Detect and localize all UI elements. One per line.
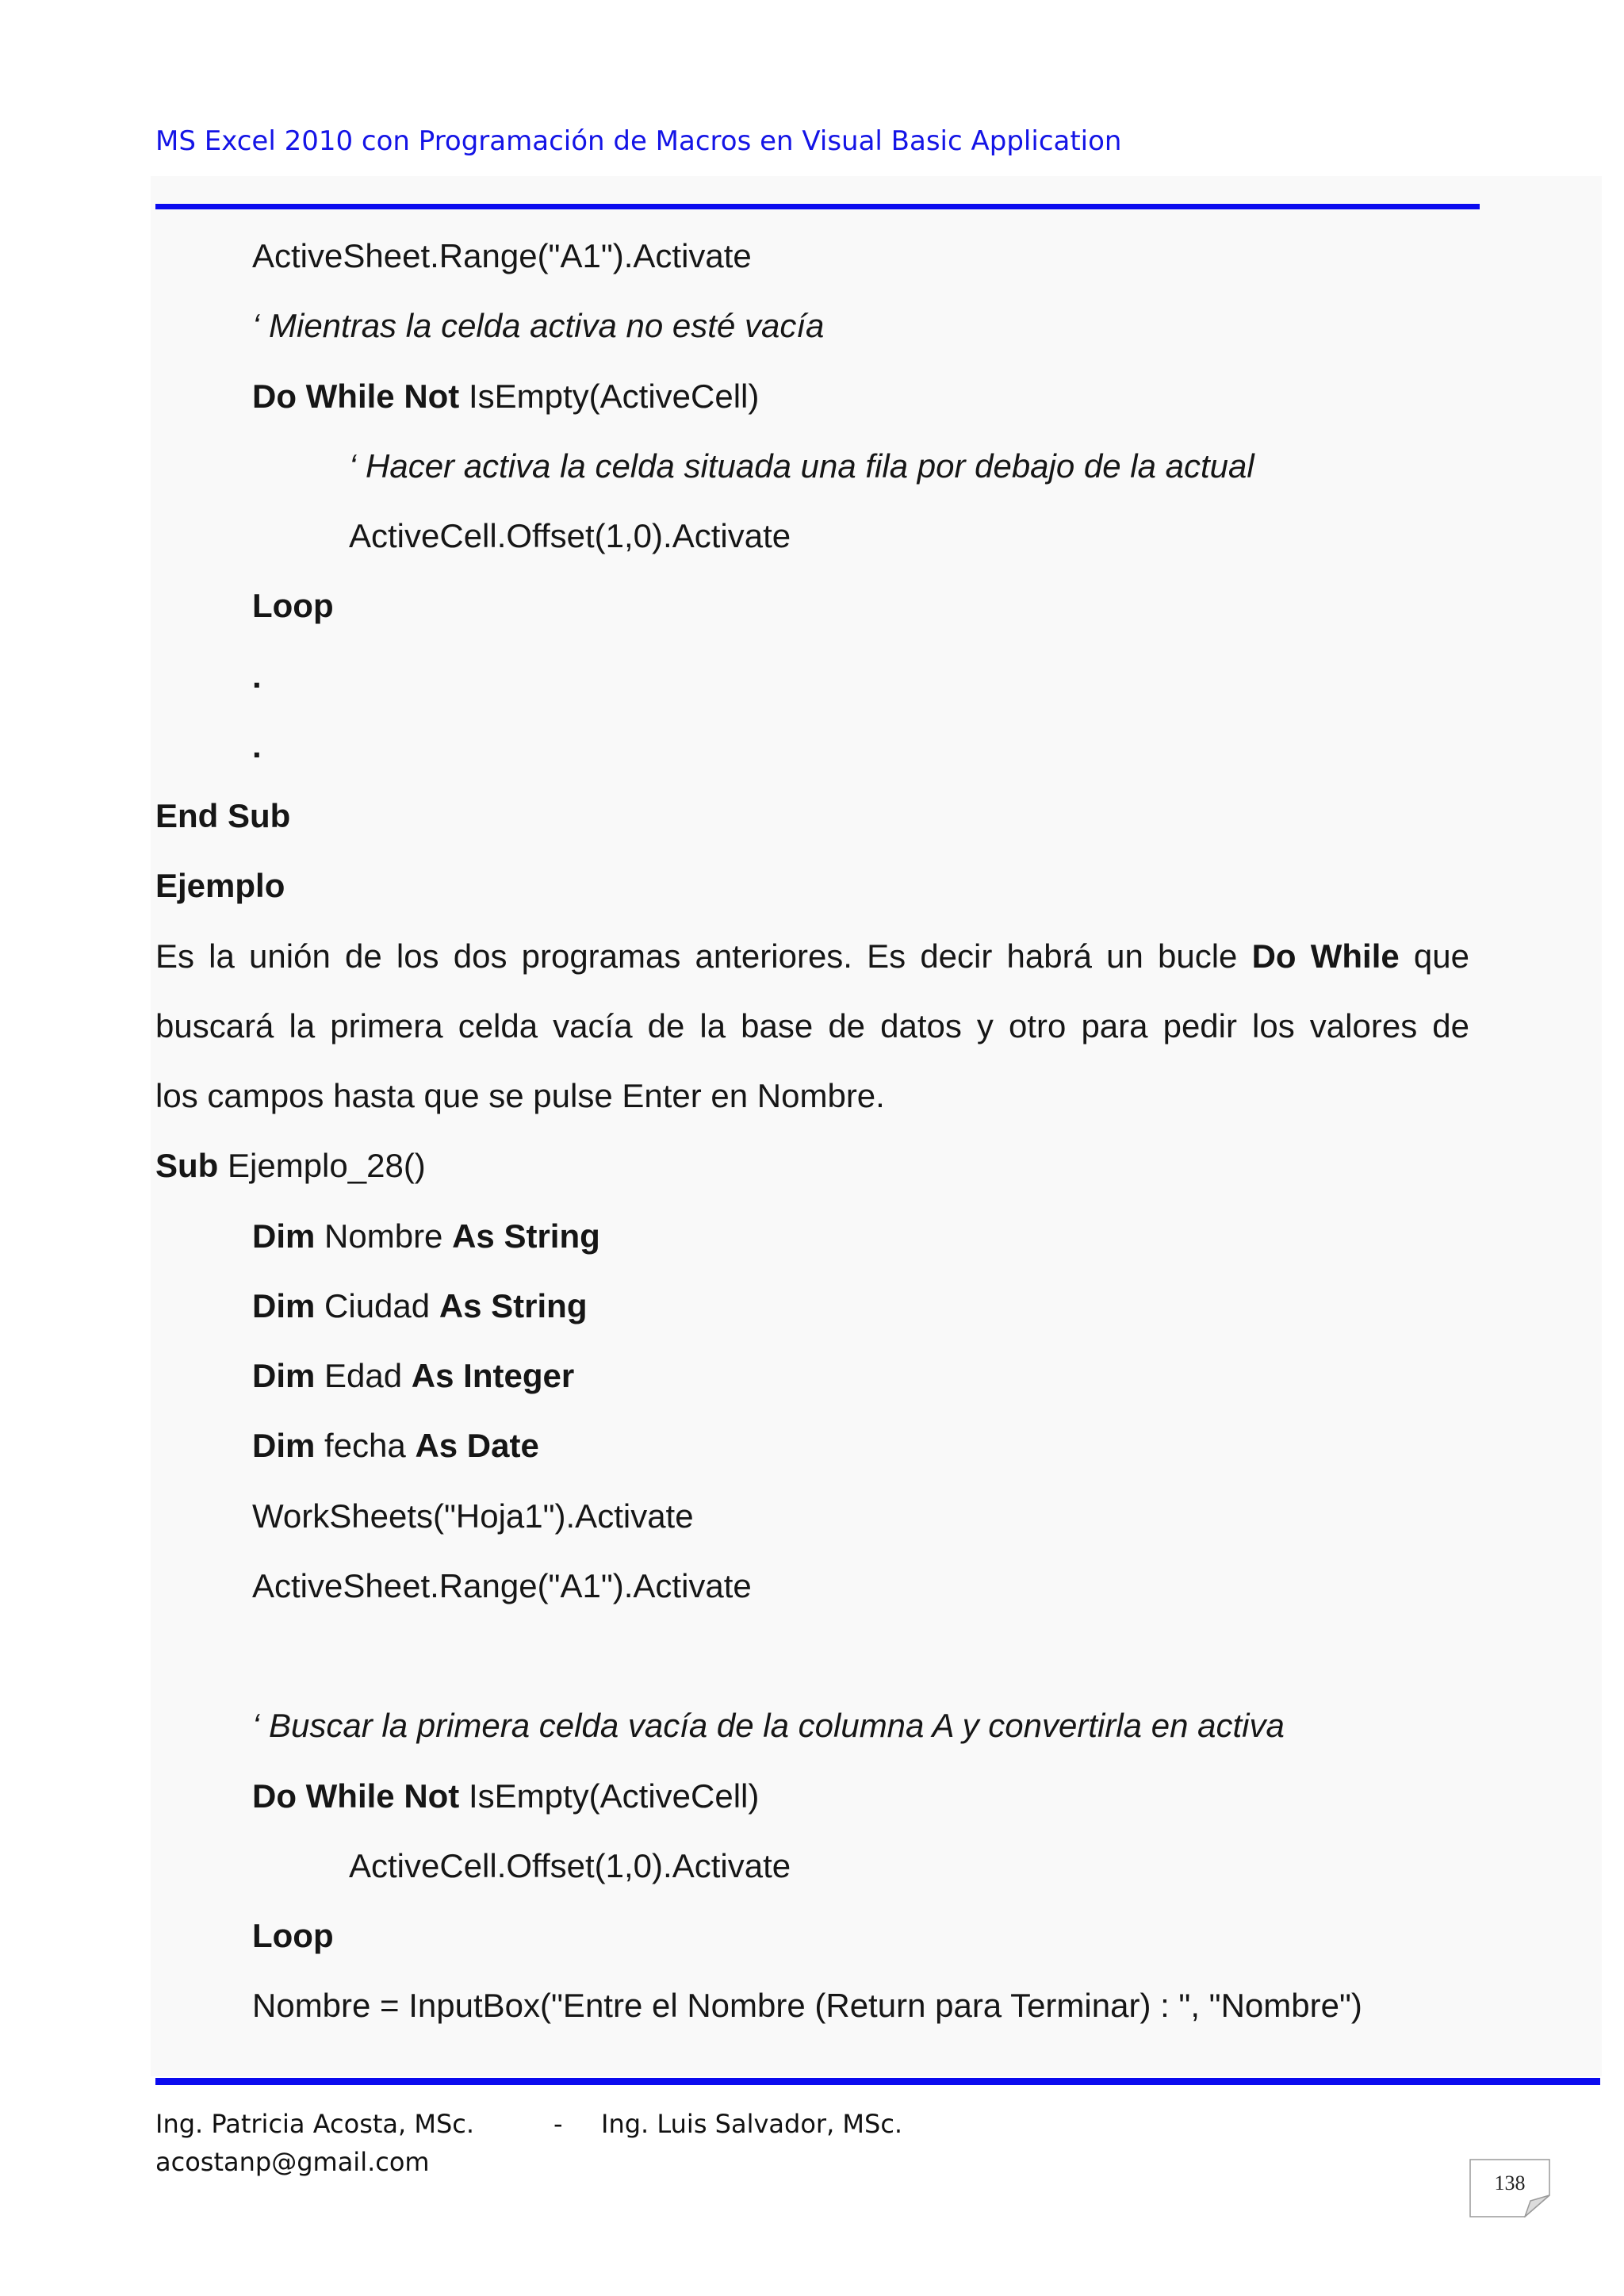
variable-type: As String — [439, 1286, 588, 1324]
code-keyword: Do While Not — [252, 377, 460, 415]
ellipsis-dot — [155, 711, 1469, 781]
code-keyword: Dim — [252, 1217, 316, 1255]
paragraph-text: buscará la primera celda vacía de la base de datos y otro para pedir los valores de — [155, 1006, 1469, 1045]
footer-rule — [155, 2078, 1600, 2085]
footer-email: acostanp@gmail.com — [155, 2147, 430, 2177]
example-heading: Ejemplo — [155, 867, 285, 905]
code-line — [155, 1761, 1469, 1831]
paragraph-text: los campos hasta que se pulse Enter en Nombre. — [155, 1077, 885, 1114]
code-line — [155, 221, 1469, 291]
footer-author-1: Ing. Patricia Acosta, MSc. — [155, 2109, 475, 2139]
code-text: IsEmpty(ActiveCell) — [468, 1777, 760, 1815]
code-line — [155, 501, 1469, 571]
variable-type: As String — [452, 1217, 600, 1255]
variable-name: Edad — [324, 1357, 403, 1394]
ellipsis-dot-text: . — [252, 657, 262, 695]
code-keyword: Dim — [252, 1286, 316, 1324]
code-keyword: Sub — [155, 1147, 219, 1185]
page-number: 138 — [1494, 2171, 1526, 2194]
code-keyword: Loop — [252, 1917, 334, 1954]
code-line — [155, 362, 1469, 431]
code-line — [155, 1131, 1469, 1201]
code-comment-line — [155, 1691, 1469, 1761]
code-line — [155, 1481, 1469, 1551]
code-line — [155, 1551, 1469, 1621]
declaration-line — [155, 1411, 1469, 1481]
paragraph-text: que — [1413, 937, 1469, 975]
variable-type: As Date — [415, 1427, 539, 1465]
code-comment: ‘ Mientras la celda activa no esté vacía — [252, 307, 825, 345]
code-text: Nombre = InputBox("Entre el Nombre (Return para Terminar) : ", "Nombre") — [252, 1987, 1362, 2025]
code-text: ActiveSheet.Range("A1").Activate — [252, 1566, 752, 1604]
paragraph-keyword: Do While — [1251, 937, 1400, 975]
code-text: IsEmpty(ActiveCell) — [468, 377, 760, 415]
page-content — [155, 221, 1469, 2041]
code-comment: ‘ Buscar la primera celda vacía de la columna A y convertirla en activa — [252, 1707, 1285, 1745]
ellipsis-dot — [155, 642, 1469, 711]
header-rule — [155, 204, 1480, 209]
code-keyword: Dim — [252, 1357, 316, 1394]
code-keyword: Dim — [252, 1427, 316, 1465]
variable-type: As Integer — [411, 1357, 575, 1394]
paragraph-line — [155, 1061, 1469, 1131]
code-line — [155, 1971, 1469, 2041]
code-text: ActiveSheet.Range("A1").Activate — [252, 237, 752, 274]
footer-separator: - — [553, 2109, 563, 2139]
code-text: ActiveCell.Offset(1,0).Activate — [349, 1846, 791, 1884]
code-text: WorkSheets("Hoja1").Activate — [252, 1497, 694, 1535]
blank-line — [155, 1621, 1469, 1691]
declaration-line — [155, 1271, 1469, 1341]
variable-name: Nombre — [324, 1217, 443, 1255]
code-text: Ejemplo_28() — [228, 1147, 426, 1185]
code-line — [155, 781, 1469, 851]
footer-author-2: Ing. Luis Salvador, MSc. — [601, 2109, 903, 2139]
code-comment-line — [155, 431, 1469, 501]
code-line — [155, 571, 1469, 641]
paragraph-line — [155, 922, 1469, 991]
variable-name: Ciudad — [324, 1286, 431, 1324]
code-line — [155, 1901, 1469, 1971]
declaration-line — [155, 1341, 1469, 1411]
ellipsis-dot-text: . — [252, 726, 262, 765]
code-text: ActiveCell.Offset(1,0).Activate — [349, 517, 791, 554]
paragraph-text: Es la unión de los dos programas anteriores. Es decir habrá un bucle — [155, 937, 1238, 975]
variable-name: fecha — [324, 1427, 406, 1465]
page-number-box — [1469, 2159, 1550, 2217]
paragraph-line — [155, 991, 1469, 1061]
code-line — [155, 1831, 1469, 1901]
code-keyword: Loop — [252, 587, 334, 625]
code-comment: ‘ Hacer activa la celda situada una fila por debajo de la actual — [349, 447, 1254, 485]
page-header-title: MS Excel 2010 con Programación de Macros en Visual Basic Application — [155, 125, 1122, 157]
code-keyword: End Sub — [155, 797, 291, 834]
section-heading — [155, 851, 1469, 921]
declaration-line — [155, 1202, 1469, 1271]
code-comment-line — [155, 291, 1469, 361]
code-keyword: Do While Not — [252, 1777, 460, 1815]
